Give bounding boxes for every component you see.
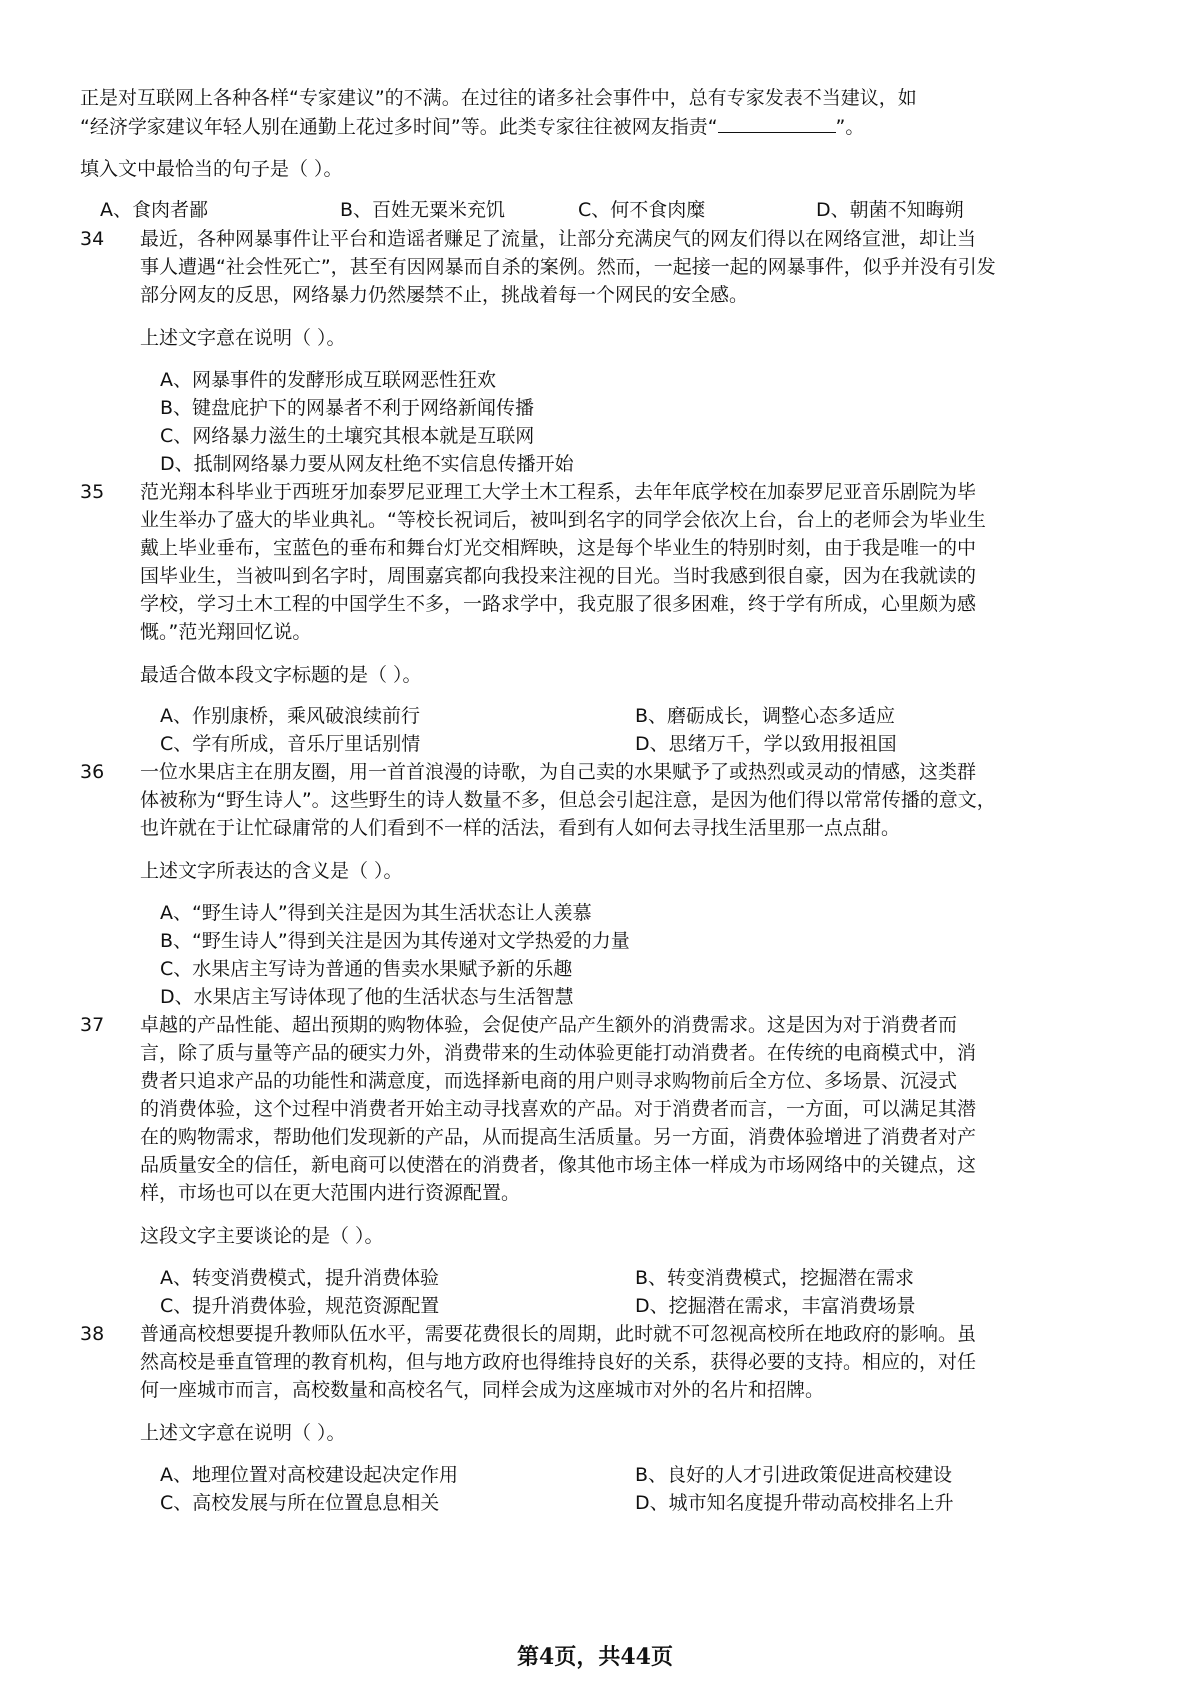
- question-text-line: 国毕业生，当被叫到名字时，周围嘉宾都向我投来注视的目光。当时我感到很自豪，因为在我就读的: [140, 565, 977, 587]
- question-text-line: 普通高校想要提升教师队伍水平，需要花费很长的周期，此时就不可忽视高校所在地政府的影响。虽: [140, 1323, 977, 1345]
- question-text-line: 一位水果店主在朋友圈，用一首首浪漫的诗歌，为自己卖的水果赋予了或热烈或灵动的情感，这类群: [140, 761, 977, 783]
- question-text-line: 事人遭遇“社会性死亡”，甚至有因网暴而自杀的案例。然而，一起接一起的网暴事件，似乎并没有引发: [140, 256, 996, 278]
- intro-paragraph-line: 正是对互联网上各种各样“专家建议”的不满。在过往的诸多社会事件中，总有专家发表不当建议，如: [80, 87, 917, 109]
- question-text-line: 言，除了质与量等产品的硬实力外，消费带来的生动体验更能打动消费者。在传统的电商模式中，消: [140, 1042, 977, 1064]
- intro-paragraph-line: [80, 114, 864, 139]
- option-b: B、磨砺成长，调整心态多适应: [635, 705, 896, 727]
- question-text-line: 卓越的产品性能、超出预期的购物体验，会促使产品产生额外的消费需求。这是因为对于消费者而: [140, 1014, 958, 1036]
- option-a: A、地理位置对高校建设起决定作用: [160, 1464, 458, 1486]
- page-footer: 第4页，共44页: [517, 1644, 673, 1670]
- option-b: B、良好的人才引进政策促进高校建设: [635, 1464, 953, 1486]
- question-text-line: 的消费体验，这个过程中消费者开始主动寻找喜欢的产品。对于消费者而言，一方面，可以满足其潜: [140, 1098, 977, 1120]
- question-prompt: 填入文中最恰当的句子是（ ）。: [80, 158, 343, 180]
- option-c: C、网络暴力滋生的土壤究其根本就是互联网: [160, 425, 535, 447]
- option-c: C、提升消费体验，规范资源配置: [160, 1295, 440, 1317]
- question-text-line: 慨。”范光翔回忆说。: [140, 621, 312, 643]
- intro-text-after-blank: ”。: [835, 116, 865, 138]
- option-a: A、“野生诗人”得到关注是因为其生活状态让人羡慕: [160, 902, 592, 924]
- question-text-line: 学校，学习土木工程的中国学生不多，一路求学中，我克服了很多困难，终于学有所成，心里颇为感: [140, 593, 977, 615]
- question-text-line: 何一座城市而言，高校数量和高校名气，同样会成为这座城市对外的名片和招牌。: [140, 1379, 825, 1401]
- question-number: 36: [80, 761, 105, 783]
- question-text-line: 最近，各种网暴事件让平台和造谣者赚足了流量，让部分充满戾气的网友们得以在网络宣泄，却让当: [140, 228, 977, 250]
- question-number: 35: [80, 481, 105, 503]
- option-d: D、水果店主写诗体现了他的生活状态与生活智慧: [160, 986, 574, 1008]
- option-b: B、键盘庇护下的网暴者不利于网络新闻传播: [160, 397, 535, 419]
- option-d: D、抵制网络暴力要从网友杜绝不实信息传播开始: [160, 453, 574, 475]
- question-text-line: 也许就在于让忙碌庸常的人们看到不一样的活法，看到有人如何去寻找生活里那一点点甜。: [140, 817, 901, 839]
- question-text-line: 范光翔本科毕业于西班牙加泰罗尼亚理工大学土木工程系，去年年底学校在加泰罗尼亚音乐剧院为毕: [140, 481, 977, 503]
- question-text-line: 品质量安全的信任，新电商可以使潜在的消费者，像其他市场主体一样成为市场网络中的关键点，这: [140, 1154, 977, 1176]
- question-text-line: 在的购物需求，帮助他们发现新的产品，从而提高生活质量。另一方面，消费体验增进了消费者对产: [140, 1126, 977, 1148]
- question-prompt: 这段文字主要谈论的是（ ）。: [140, 1225, 384, 1247]
- question-text-line: 然高校是垂直管理的教育机构，但与地方政府也得维持良好的关系，获得必要的支持。相应的，对任: [140, 1351, 977, 1373]
- question-text-line: 费者只追求产品的功能性和满意度，而选择新电商的用户则寻求购物前后全方位、多场景、沉浸式: [140, 1070, 958, 1092]
- question-text-line: 样，市场也可以在更大范围内进行资源配置。: [140, 1182, 521, 1204]
- option-d: D、城市知名度提升带动高校排名上升: [635, 1492, 954, 1514]
- option-b: B、转变消费模式，挖掘潜在需求: [635, 1267, 915, 1289]
- option-d: D、朝菌不知晦朔: [816, 199, 964, 221]
- option-c: C、何不食肉糜: [578, 199, 706, 221]
- option-b: B、百姓无粟米充饥: [340, 199, 506, 221]
- option-c: C、水果店主写诗为普通的售卖水果赋予新的乐趣: [160, 958, 573, 980]
- option-d: D、思绪万千，学以致用报祖国: [635, 733, 897, 755]
- question-prompt: 上述文字意在说明（ ）。: [140, 1422, 346, 1444]
- option-a: A、转变消费模式，提升消费体验: [160, 1267, 439, 1289]
- option-b: B、“野生诗人”得到关注是因为其传递对文学热爱的力量: [160, 930, 630, 952]
- question-number: 38: [80, 1323, 105, 1345]
- question-prompt: 上述文字意在说明（ ）。: [140, 327, 346, 349]
- question-prompt: 上述文字所表达的含义是（ ）。: [140, 860, 403, 882]
- fill-blank: [718, 114, 836, 133]
- question-text-line: 业生举办了盛大的毕业典礼。“等校长祝词后，被叫到名字的同学会依次上台，台上的老师会为毕业生: [140, 509, 986, 531]
- option-a: A、作别康桥，乘风破浪续前行: [160, 705, 420, 727]
- question-text-line: 部分网友的反思，网络暴力仍然屡禁不止，挑战着每一个网民的安全感。: [140, 284, 749, 306]
- question-text-line: 体被称为“野生诗人”。这些野生的诗人数量不多，但总会引起注意，是因为他们得以常常传播的意文，: [140, 789, 996, 811]
- question-number: 34: [80, 228, 105, 250]
- question-number: 37: [80, 1014, 105, 1036]
- option-c: C、学有所成，音乐厅里话别情: [160, 733, 421, 755]
- question-prompt: 最适合做本段文字标题的是（ ）。: [140, 664, 422, 686]
- question-text-line: 戴上毕业垂布，宝蓝色的垂布和舞台灯光交相辉映，这是每个毕业生的特别时刻，由于我是唯一的中: [140, 537, 977, 559]
- option-a: A、食肉者鄙: [100, 199, 208, 221]
- option-d: D、挖掘潜在需求，丰富消费场景: [635, 1295, 916, 1317]
- option-a: A、网暴事件的发酵形成互联网恶性狂欢: [160, 369, 496, 391]
- intro-text-before-blank: “经济学家建议年轻人别在通勤上花过多时间”等。此类专家往往被网友指责“: [80, 116, 718, 138]
- option-c: C、高校发展与所在位置息息相关: [160, 1492, 440, 1514]
